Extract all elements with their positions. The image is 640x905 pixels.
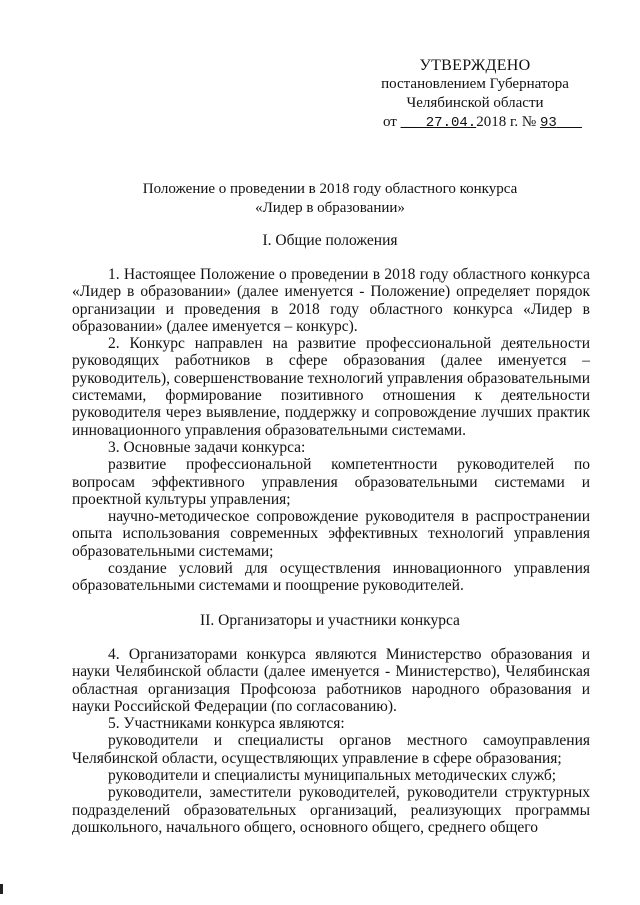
approval-stamp — [360, 56, 590, 133]
approval-heading: УТВЕРЖДЕНО — [419, 57, 531, 74]
approval-line-1: постановлением Губернатора — [381, 76, 569, 92]
approval-date-prefix: от — [382, 114, 397, 130]
section-1-body — [72, 266, 590, 595]
title-line-1: Положение о проведении в 2018 году областного конкурса — [142, 181, 518, 197]
approval-date-value: __ 27.04. — [400, 115, 477, 131]
paragraph: руководители и специалисты органов местного самоуправления Челябинской области, осуществляющих управление в сфере образования; — [72, 732, 590, 767]
document-title — [60, 180, 600, 218]
approval-date-year: 2018 г. № — [476, 114, 537, 130]
scan-edge-mark — [0, 884, 3, 894]
paragraph: создание условий для осуществления инновационного управления образовательными системами и поощрение руководителей. — [72, 560, 590, 595]
paragraph: 1. Настоящее Положение о проведении в 2018 году областного конкурса «Лидер в образовании» (далее именуется - Положение) определяет порядок организации и проведения в 2018 году областного конкурса «Лидер в образовании» (далее именуется – конкурс). — [72, 266, 590, 335]
paragraph: развитие профессиональной компетентности руководителей по вопросам эффективного управления образовательными системами и проектной культуры управления; — [72, 456, 590, 508]
paragraph: руководители и специалисты муниципальных методических служб; — [108, 767, 557, 785]
section-2-body — [72, 646, 590, 836]
paragraph: 5. Участниками конкурса являются: — [108, 715, 345, 733]
paragraph: руководители, заместители руководителей, руководители структурных подразделений образовательных организаций, реализующих программы дошкольного, начального общего, основного общего, среднего общего — [72, 784, 590, 836]
paragraph: 4. Организаторами конкурса являются Министерство образования и науки Челябинской области (далее именуется - Министерство), Челябинская областная организация Профсоюза работников народного образования и науки Российской Федерации (по согласованию). — [72, 646, 590, 715]
approval-date-line — [360, 113, 582, 133]
title-line-2: «Лидер в образовании» — [255, 200, 405, 216]
approval-number-value: 93 — [539, 115, 557, 131]
paragraph: 3. Основные задачи конкурса: — [108, 438, 306, 456]
approval-line-2: Челябинской области — [406, 95, 544, 111]
paragraph: научно-методическое сопровождение руководителя в распространении опыта использования современных эффективных технологий управления образовательными системами; — [72, 508, 590, 560]
section-2-heading: II. Организаторы и участники конкурса — [200, 612, 460, 629]
section-1-heading: I. Общие положения — [262, 232, 398, 249]
paragraph: 2. Конкурс направлен на развитие профессиональной деятельности руководящих работников в сфере образования (далее именуется – руководитель), совершенствование технологий управления образовательными системами, формирование позитивного отношения к деятельности руководителя через выявление, поддержку и сопровождение лучших практик инновационного управления образовательными системами. — [72, 335, 590, 439]
